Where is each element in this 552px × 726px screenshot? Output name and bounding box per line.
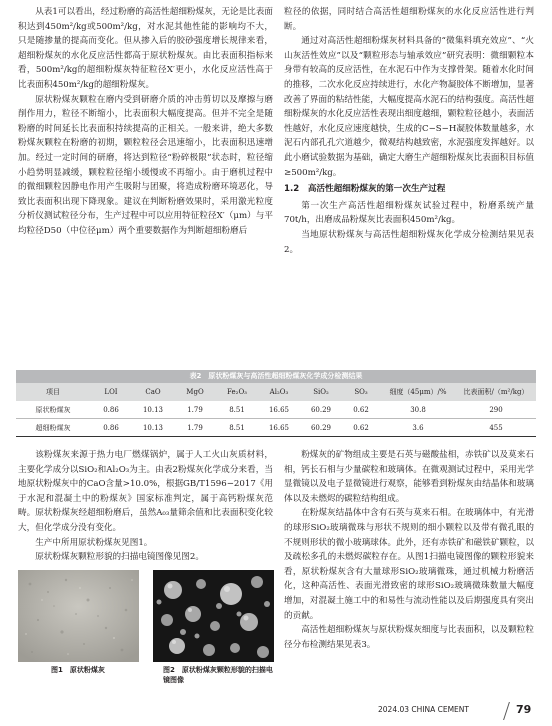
- table-header-cell: 比表面积/（m²/kg）: [456, 383, 536, 401]
- journal-name: 2024.03 CHINA CEMENT: [378, 705, 469, 714]
- paragraph: 当地原状粉煤灰与高活性超细粉煤灰化学成分检测结果见表2。: [284, 229, 534, 255]
- footer-divider: [503, 702, 510, 720]
- table-header-cell: SiO₂: [300, 383, 342, 401]
- table-cell: 10.13: [132, 419, 174, 437]
- table-cell: 0.62: [342, 401, 380, 419]
- paragraph: 从表1可以看出，经过粉磨的高活性超细粉煤灰，无论是比表面积达到450m²/kg或500m²/kg，对水泥其他性能的影响均不大，只是随掺量的提高而变化。但从掺入后的胶砂强度增长规律来看，超细粉煤灰的水化反应活性都高于原状粉煤灰。由比表面积指标来看，500m²/kg的超细粉煤灰特征粒径X′更小，水化反应活性高于比表面积450m²/kg的超细粉煤灰。: [18, 7, 273, 90]
- table-cell: 0.86: [90, 419, 132, 437]
- table-header-cell: LOI: [90, 383, 132, 401]
- table-cell: 8.51: [216, 419, 258, 437]
- text-column-top-left: [18, 5, 273, 239]
- fig2-sem-image: [153, 570, 274, 662]
- table-cell: 30.8: [380, 401, 456, 419]
- table-header-cell: Fe₂O₃: [216, 383, 258, 401]
- composition-table: [16, 383, 536, 437]
- paragraph: 粉煤灰的矿物组成主要是石英与磁酸盐相，赤铁矿以及莫来石相，钙长石相与少量碳粒和玻璃体。在微观测试过程中，采用光学显微镜以及电子显微镜进行观察，能够看到粉煤灰由结晶体和玻璃体以及未燃烬的碳粒结构组成。: [284, 450, 534, 504]
- table-cell: 290: [456, 401, 536, 419]
- table-row: [16, 401, 536, 419]
- table-row: [16, 419, 536, 437]
- table-cell: 455: [456, 419, 536, 437]
- text-column-top-right: [284, 5, 534, 257]
- table-cell: 16.65: [258, 401, 300, 419]
- paragraph: 粒径的依据，同时结合高活性超细粉煤灰的水化反应活性进行判断。: [284, 7, 534, 32]
- table-cell: 1.79: [174, 401, 216, 419]
- fig2-caption: 图2 原状粉煤灰颗粒形貌的扫描电镜图像: [163, 666, 273, 684]
- table-cell: 超细粉煤灰: [16, 419, 90, 437]
- paragraph: 高活性超细粉煤灰与原状粉煤灰细度与比表面积，以及颗粒粒径分布检测结果见表3。: [284, 625, 534, 650]
- table-header-row: [16, 383, 536, 401]
- table-header-cell: CaO: [132, 383, 174, 401]
- page-number: 79: [516, 703, 532, 716]
- paragraph: 原状粉煤灰颗粒在磨内受到研磨介质的冲击剪切以及摩擦与磨削作用力，粒径不断缩小，比表面积大幅度提高。但并不完全是随粉磨的时间延长比表面积持续提高的正相关。一般来讲，绝大多数粉煤灰颗粒在粉磨的初期，颗粒粒径会迅速缩小，比表面积迅速增加。经过一定时间的研磨，将达到粒径“粉碎极限”状态时，粒径缩小趋势明显减缓，颗粒粒径缩小缓慢或不再缩小。由于磨机过程中的微细颗粒因静电作用产生吸附与团聚，将造成粉磨环境恶化，导致比表面积出现下降现象。建议在判断粉磨效果时，采用激光粒度分析仪测试粒径分布，生产过程中可以应用特征粒径X′（μm）与平均粒径D50（中位径μm）两个重要数据作为判断超细粉磨后: [18, 94, 273, 236]
- table-2: [16, 370, 536, 437]
- table-cell: 0.62: [342, 419, 380, 437]
- fig1-fly-ash-photo: [18, 570, 139, 662]
- table-cell: 1.79: [174, 419, 216, 437]
- fly-ash-texture: [18, 570, 139, 662]
- sem-microspheres: [153, 570, 274, 662]
- text-column-bottom-left: [18, 448, 273, 565]
- page-footer: [378, 702, 536, 720]
- paragraph: 该粉煤灰来源于热力电厂燃煤锅炉，属于人工火山灰质材料，主要化学成分以SiO₂和Al₂O₃为主。由表2粉煤灰化学成分来看，当地原状粉煤灰中的CaO含量>10.0%，根据GB/T1596−2017《用于水泥和混凝土中的粉煤灰》国家标准判定，属于高钙粉煤灰范畴。原状粉煤灰经超细粉磨后，虽然A₀₃量筛余值和比表面积变化较大，但化学成分没有变化。: [18, 450, 273, 533]
- table-header-cell: MgO: [174, 383, 216, 401]
- table-header-cell: 项目: [16, 383, 90, 401]
- table-cell: 60.29: [300, 401, 342, 419]
- table-header-cell: SO₃: [342, 383, 380, 401]
- table-cell: 10.13: [132, 401, 174, 419]
- paragraph: 生产中所用原状粉煤灰见图1。: [35, 537, 153, 548]
- figures: [18, 570, 274, 700]
- paragraph: 原状粉煤灰颗粒形貌的扫描电镜图像见图2。: [35, 552, 204, 563]
- table-cell: 3.6: [380, 419, 456, 437]
- paragraph: 通过对高活性超细粉煤灰材料具备的“微集料填充效应”、“火山灰活性效应”以及“颗粒形态与轴承效应”研究表明：微细颗粒本身带有较高的反应活性，在水泥石中作为支撑骨架。随着水化时间的推移，二次水化反应持续进行，水化产物凝胶体不断增加，显著改善了界面的粘结性能，大幅度提高水泥石的结构强度。高活性超细粉煤灰的水化反应活性表现出细度越细，颗粒粒径越小，表面活性越好，水化反应速度越快，生成的C−S−H凝胶体数量越多，水泥石内部孔孔穴道越少，微观结构越致密，水泥强度发挥越好。以此小磨试验数据为基础，确定大磨生产超细粉煤灰比表面积目标值≥500m²/kg。: [284, 36, 534, 178]
- section-heading: 1.2 高活性超细粉煤灰的第一次生产过程: [284, 184, 446, 195]
- paragraph: 在粉煤灰结晶体中含有石英与莫来石相。在玻璃体中，有光滑的球形SiO₂玻璃微珠与形状不规则的细小颗粒以及带有微孔眼的不规则形状的微小玻璃球体。此外，还有赤铁矿和磁铁矿颗粒，以及疏松多孔的未燃烬碳粒存在。从图1扫描电镜图像的颗粒形貌来看，原状粉煤灰含有大量球形SiO₂玻璃微珠，通过机械力粉磨活化，这种高活性、表面光滑致密的球形SiO₂玻璃微珠数量大幅度增加，对混凝土施工中的和易性与流动性能以及后期强度具有突出的贡献。: [284, 508, 534, 621]
- paragraph: 第一次生产高活性超细粉煤灰试验过程中，粉磨系统产量70t/h，出磨成品粉煤灰比表面积450m²/kg。: [284, 200, 534, 226]
- table-header-cell: 细度（45μm）/%: [380, 383, 456, 401]
- table-cell: 16.65: [258, 419, 300, 437]
- table-cell: 8.51: [216, 401, 258, 419]
- table-cell: 原状粉煤灰: [16, 401, 90, 419]
- text-column-bottom-right: [284, 448, 534, 652]
- table-title: 表2 原状粉煤灰与高活性超细粉煤灰化学成分检测结果: [16, 370, 536, 383]
- fig1-caption: 图1 原状粉煤灰: [51, 666, 105, 674]
- table-header-cell: Al₂O₃: [258, 383, 300, 401]
- table-cell: 60.29: [300, 419, 342, 437]
- table-cell: 0.86: [90, 401, 132, 419]
